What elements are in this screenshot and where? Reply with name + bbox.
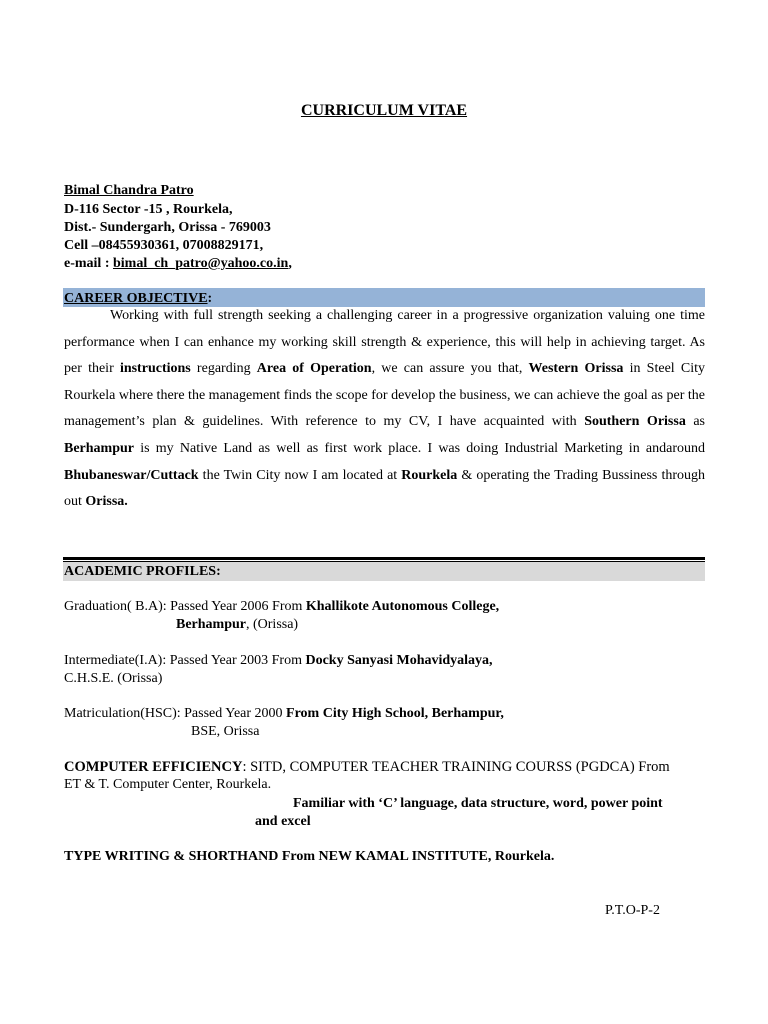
matriculation-line: Matriculation(HSC): Passed Year 2000 From City High School, Berhampur,: [64, 706, 504, 721]
cell-numbers: Cell –08455930361, 07008829171,: [64, 238, 264, 253]
typewriting-line: TYPE WRITING & SHORTHAND From NEW KAMAL INSTITUTE, Rourkela.: [64, 849, 555, 864]
matriculation-board: BSE, Orissa: [191, 724, 260, 739]
career-objective-paragraph: Working with full strength seeking a challenging career in a progressive organization valuing one time performance when I can enhance my working skill strength & experience, this will help in achieving target. As per their instructions regarding Area of Operation, we can assure you that, Western Orissa in Steel City Rourkela where there the management finds the scope for develop the business, we can achieve the goal as per the management’s plan & guidelines. With reference to my CV, I have acquainted with Southern Orissa as Berhampur is my Native Land as well as first work place. I was doing Industrial Marketing in andaround Bhubaneswar/Cuttack the Twin City now I am located at Rourkela & operating the Trading Bussiness through out Orissa.: [64, 308, 705, 510]
email-link[interactable]: bimal_ch_patro@yahoo.co.in: [112, 256, 289, 271]
intermediate-board: C.H.S.E. (Orissa): [64, 671, 163, 686]
section-divider-thick: [63, 557, 705, 560]
familiar-skills-line-1: Familiar with ‘C’ language, data structure, word, power point: [293, 796, 663, 811]
computer-efficiency-line: COMPUTER EFFICIENCY: SITD, COMPUTER TEACHER TRAINING COURSS (PGDCA) From: [64, 759, 670, 775]
document-title: CURRICULUM VITAE: [300, 102, 468, 119]
academic-profiles-heading: ACADEMIC PROFILES:: [64, 564, 221, 579]
applicant-name: Bimal Chandra Patro: [64, 183, 194, 198]
email-label: e-mail :: [64, 256, 113, 271]
familiar-skills-line-2: and excel: [255, 814, 311, 829]
computer-center-line: ET & T. Computer Center, Rourkela.: [64, 777, 272, 792]
address-line-1: D-116 Sector -15 , Rourkela,: [64, 202, 233, 217]
page-turn-note: P.T.O-P-2: [605, 903, 660, 918]
email-line: [64, 255, 292, 273]
graduation-location: Berhampur, (Orissa): [176, 617, 299, 632]
graduation-line: Graduation( B.A): Passed Year 2006 From Khallikote Autonomous College,: [64, 599, 500, 614]
intermediate-line: Intermediate(I.A): Passed Year 2003 From Docky Sanyasi Mohavidyalaya,: [64, 653, 493, 668]
address-line-2: Dist.- Sundergarh, Orissa - 769003: [64, 220, 271, 235]
email-suffix: ,: [288, 256, 292, 271]
career-objective-heading: CAREER OBJECTIVE:: [64, 291, 213, 306]
